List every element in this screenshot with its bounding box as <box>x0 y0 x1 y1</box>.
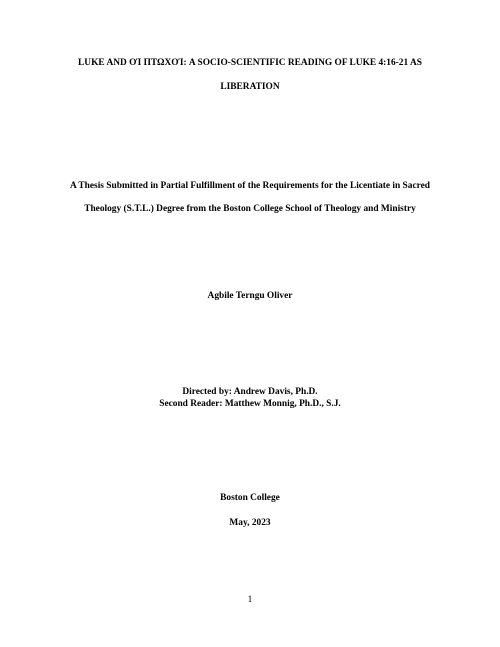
thesis-statement-line-1: A Thesis Submitted in Partial Fulfillment of the Requirements for the Licentiate in Sacred <box>70 181 430 191</box>
page-number: 1 <box>247 595 253 605</box>
thesis-title-line-2: LIBERATION <box>220 82 280 92</box>
thesis-title-line-1: LUKE AND OΊ ΠΤΩΧΟΊ: A SOCIO-SCIENTIFIC READING OF LUKE 4:16-21 AS <box>78 58 422 68</box>
thesis-statement-line-2: Theology (S.T.L.) Degree from the Boston College School of Theology and Ministry <box>84 204 416 214</box>
second-reader-line: Second Reader: Matthew Monnig, Ph.D., S.J. <box>159 399 341 409</box>
institution-name: Boston College <box>220 493 280 503</box>
submission-date: May, 2023 <box>229 518 271 528</box>
author-name: Agbile Terngu Oliver <box>207 291 293 301</box>
director-line: Directed by: Andrew Davis, Ph.D. <box>182 387 318 397</box>
